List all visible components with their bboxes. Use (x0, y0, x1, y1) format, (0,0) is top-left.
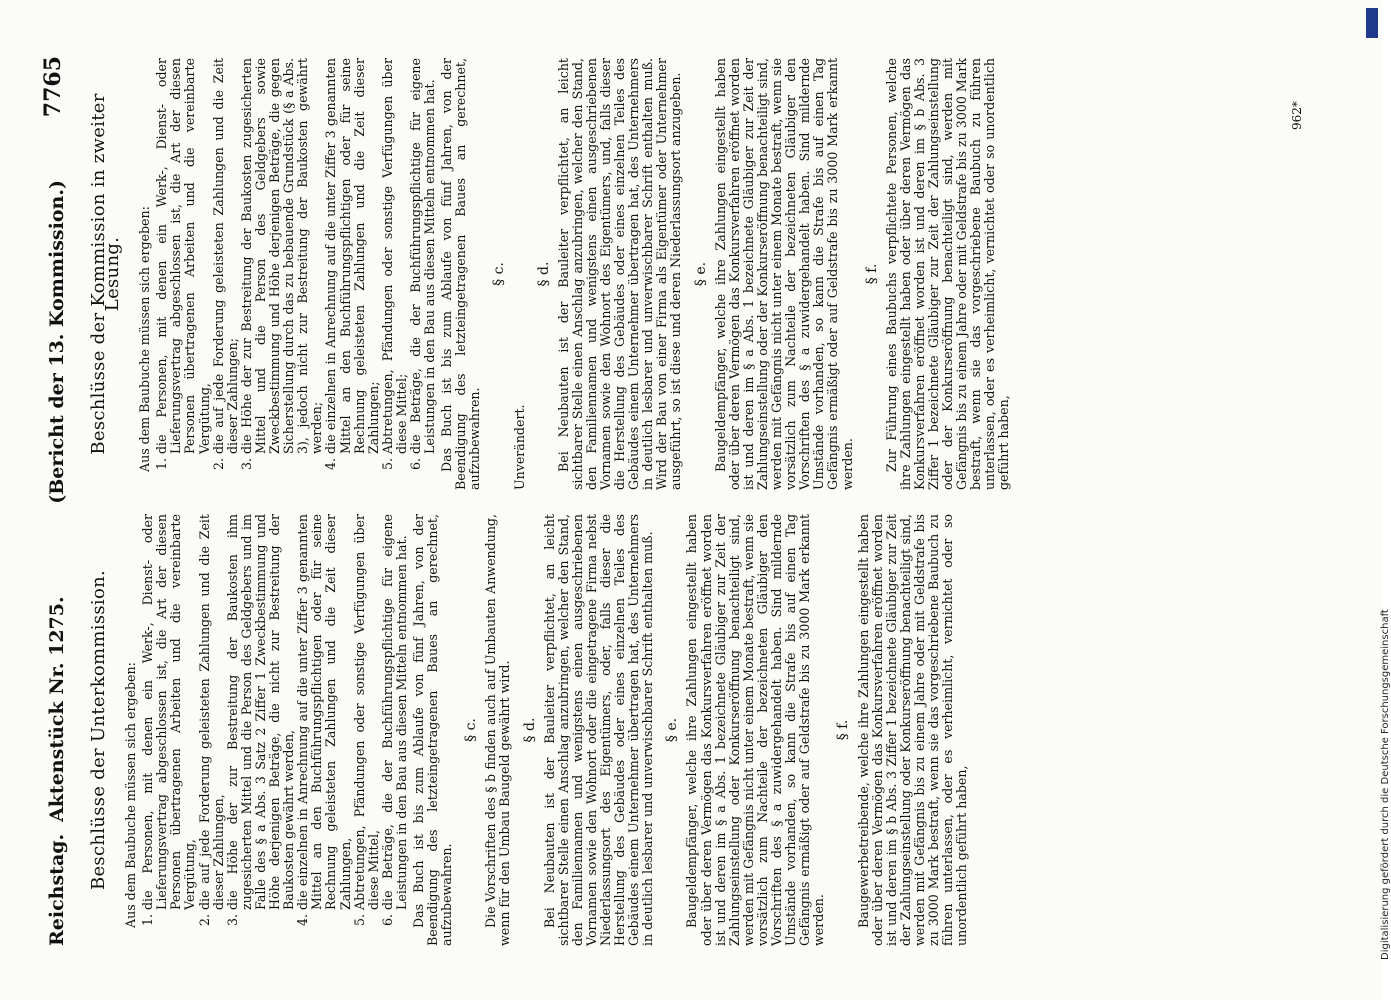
right-item-list (155, 58, 437, 490)
right-intro: Aus dem Baubuche müssen sich ergeben: (137, 206, 153, 472)
header-center (46, 56, 68, 946)
dfg-logo-icon (1366, 8, 1387, 38)
right-sec-c-text: Unverändert. (511, 404, 527, 490)
left-closing: Das Buch ist bis zum Ablaufe von fünf Jahren, von der Beendigung des letzteingetragenen Baues an gerechnet, aufzubewahren. (410, 514, 455, 946)
left-sec-f-title: § f. (835, 719, 852, 741)
left-intro: Aus dem Baubuche müssen sich ergeben: (123, 662, 139, 928)
left-item-1: 1. die Personen, mit denen ein Werk-, Dienst- oder Lieferungsvertrag abgeschlossen ist, die Art der diesen Personen übertragenen Arbeiten und die vereinbarte Vergütung, (141, 514, 197, 910)
left-item-4: 4. die einzelnen in Anrechnung auf die unter Ziffer 3 genannten Mittel an den Buchführungspflichtigen oder für seine Rechnung geleisteten Zahlungen und die Zeit dieser Zahlungen, (296, 514, 352, 910)
left-sec-e-text: Baugeldempfänger, welche ihre Zahlungen eingestellt haben oder über deren Vermögen das Konkursverfahren eröffnet worden ist und deren im § a Abs. 1 bezeichnete Gläubiger zur Zeit der Zahlungseinstellung oder Konkurseröffnung benachteiligt sind, werden mit Gefängnis nicht unter einem Monate bestraft, wenn sie vorsätzlich zum Nachteile der bezeichneten Gläubiger den Vorschriften des § a zuwidergehandelt haben. Sind mildernde Umstände vorhanden, so kann die Strafe bis auf einen Tag Gefängnis ermäßigt oder auf Geldstrafe bis zu 3000 Mark erkannt werden. (684, 514, 827, 946)
right-item-1: 1. die Personen, mit denen ein Werk-, Dienst- oder Lieferungsvertrag abgeschlossen ist, die Art der diesen Personen übertragenen Arbeiten und die vereinbarte Vergütung, (155, 58, 211, 454)
right-item-2: 2. die auf jede Forderung geleisteten Zahlungen und die Zeit dieser Zahlungen; (212, 58, 240, 454)
left-item-6: 6. die Beträge, die der Buchführungspflichtige für eigene Leistungen in den Bau aus diesen Mitteln entnommen hat. (381, 514, 409, 910)
left-item-2: 2. die auf jede Forderung geleisteten Zahlungen und die Zeit dieser Zahlungen, (198, 514, 226, 910)
left-sec-c-title: § c. (463, 718, 480, 742)
header-bericht: (Bericht der 13. Kommission.) (46, 180, 68, 504)
header-reichstag: Reichstag. (46, 833, 68, 946)
right-sec-f-text: Zur Führung eines Baubuchs verpflichtete Personen, welche ihre Zahlungen eingestellt haben oder über deren Vermögen das Konkursverfahren eröffnet worden ist und deren im § b Abs. 3 Ziffer 1 bezeichnete Gläubiger zur Zeit der Zahlungseinstellung oder der Konkurseröffnung benachteiligt sind, werden mit Gefängnis bis zu einem Jahre oder mit Geldstrafe bis zu 3000 Mark bestraft, wenn sie das vorgeschriebene Baubuch zu führen unterlassen, oder es verheimlicht, vernichtet oder so unordentlich geführt haben, (883, 58, 1012, 490)
right-closing: Das Buch ist bis zum Ablaufe von fünf Jahren, von der Beendigung des letzteingetragenen Baues an gerechnet, aufzubewahren. (439, 58, 483, 490)
right-sec-f-title: § f. (863, 263, 880, 285)
digitization-credit: Digitalisierung gefördert durch die Deutsche Forschungsgemeinschaft (1380, 609, 1391, 960)
right-sec-e-text: Baugeldempfänger, welche ihre Zahlungen eingestellt haben oder über deren Vermögen das Konkursverfahren eröffnet worden ist und deren im § a Abs. 1 bezeichnete Gläubiger zur Zeit der Zahlungseinstellung oder der Konkurseröffnung benachteiligt sind, werden mit Gefängnis nicht unter einem Monate bestraft, wenn sie vorsätzlich zum Nachteile der bezeichneten Gläubiger den Vorschriften des § a zuwidergehandelt haben. Sind mildernde Umstände vorhanden, so kann die Strafe bis auf einen Tag Gefängnis ermäßigt oder auf Geldstrafe bis zu 3000 Mark erkannt werden. (712, 58, 855, 490)
left-sec-f-text: Baugewerbetreibende, welche ihre Zahlungen eingestellt haben oder über deren Vermögen das Konkursverfahren eröffnet worden ist und deren im § b Abs. 3 Ziffer 1 bezeichnete Gläubiger zur Zeit der Zahlungseinstellung oder Konkurseröffnung benachteiligt sind, werden mit Gefängnis bis zu einem Jahre oder mit Geldstrafe bis zu 3000 Mark bestraft, wenn sie das vorgeschriebene Baubuch zu führen unterlassen, oder es verheimlicht, vernichtet oder so unordentlich geführt haben, (855, 514, 970, 946)
left-item-3: 3. die Höhe der zur Bestreitung der Baukosten ihm zugesicherten Mittel und die Person des Geldgebers und im Falle des § a Abs. 3 Satz 2 Ziffer 1 Zweckbestimmung und Höhe derjenigen Beträge, die nicht zur Bestreitung der Baukosten gewährt werden, (226, 514, 296, 910)
right-sec-d-text: Bei Neubauten ist der Bauleiter verpflichtet, an leicht sichtbarer Stelle einen Anschlag anzubringen, welcher den Stand, den Familiennamen und wenigstens einen ausgeschriebenen Vornamen sowie den Wohnort des Eigentümers, und, falls dieser die Herstellung des Gebäudes oder eines einzelnen Teiles des Gebäudes einem Unternehmer übertragen hat, des Unternehmers in deutlich lesbarer und unverwischbarer Schrift enthalten muß. Wird der Bau von einer Firma als Eigentümer oder Unternehmer ausgeführt, so ist diese und deren Niederlassungsort anzugeben. (555, 58, 684, 490)
right-column-title: Beschlüsse der Kommission in zweiter Lesung. (88, 93, 124, 455)
header-aktenstueck: Aktenstück Nr. 1275. (46, 596, 68, 822)
right-item-3: 3. die Höhe der zur Bestreitung der Baukosten zugesicherten Mittel und die Person des Geldgebers sowie Zweckbestimmung und Höhe derjenigen Beträge, die gegen Sicherstellung durch das zu bebauende Grundstück (§ a Abs. 3), jedoch nicht zur Bestreitung der Baukosten gewährt werden; (240, 58, 325, 454)
left-sec-d-text: Bei Neubauten ist der Bauleiter verpflichtet, an leicht sichtbarer Stelle einen Anschlag anzubringen, welcher den Stand, den Familiennamen und wenigstens einen ausgeschriebenen Vornamen sowie den Wohnort oder die eingetragene Firma nebst Niederlassungsort des Eigentümers, oder, falls dieser die Herstellung des Gebäudes oder eines einzelnen Teiles des Gebäudes einem Unternehmer übertragen hat, des Unternehmers in deutlich lesbarer und unverwischbarer Schrift enthalten muß. (541, 514, 656, 946)
left-sec-d-title: § d. (521, 717, 538, 743)
page-header (40, 56, 80, 946)
left-item-list (141, 514, 409, 946)
left-column-title: Beschlüsse der Unterkommission. (88, 569, 109, 891)
page-number: 7765 (40, 56, 66, 118)
right-item-4: 4. die einzelnen in Anrechnung auf die unter Ziffer 3 genannten Mittel an den Buchführungspflichtigen oder für seine Rechnung geleisteten Zahlungen und die Zeit dieser Zahlungen; (324, 58, 380, 454)
right-sec-d-title: § d. (535, 261, 552, 287)
right-sec-c-title: § c. (491, 262, 508, 286)
left-item-5: 5. Abtretungen, Pfändungen oder sonstige Verfügungen über diese Mittel, (353, 514, 381, 910)
left-sec-e-title: § e. (664, 717, 681, 743)
left-sec-c-text: Die Vorschriften des § b finden auch auf Umbauten Anwendung, wenn für den Umbau Baugeld gewährt wird. (483, 514, 513, 946)
signature-mark: 962* (1290, 101, 1304, 130)
right-column (88, 58, 1015, 490)
right-item-6: 6. die Beträge, die der Buchführungspflichtige für eigene Leistungen in den Bau aus diesen Mitteln entnommen hat. (409, 58, 437, 454)
dfg-logo-text: DFG (1378, 19, 1387, 36)
right-sec-e-title: § e. (692, 261, 709, 287)
left-column (88, 514, 972, 946)
right-item-5: 5. Abtretungen, Pfändungen oder sonstige Verfügungen über diese Mittel; (381, 58, 409, 454)
